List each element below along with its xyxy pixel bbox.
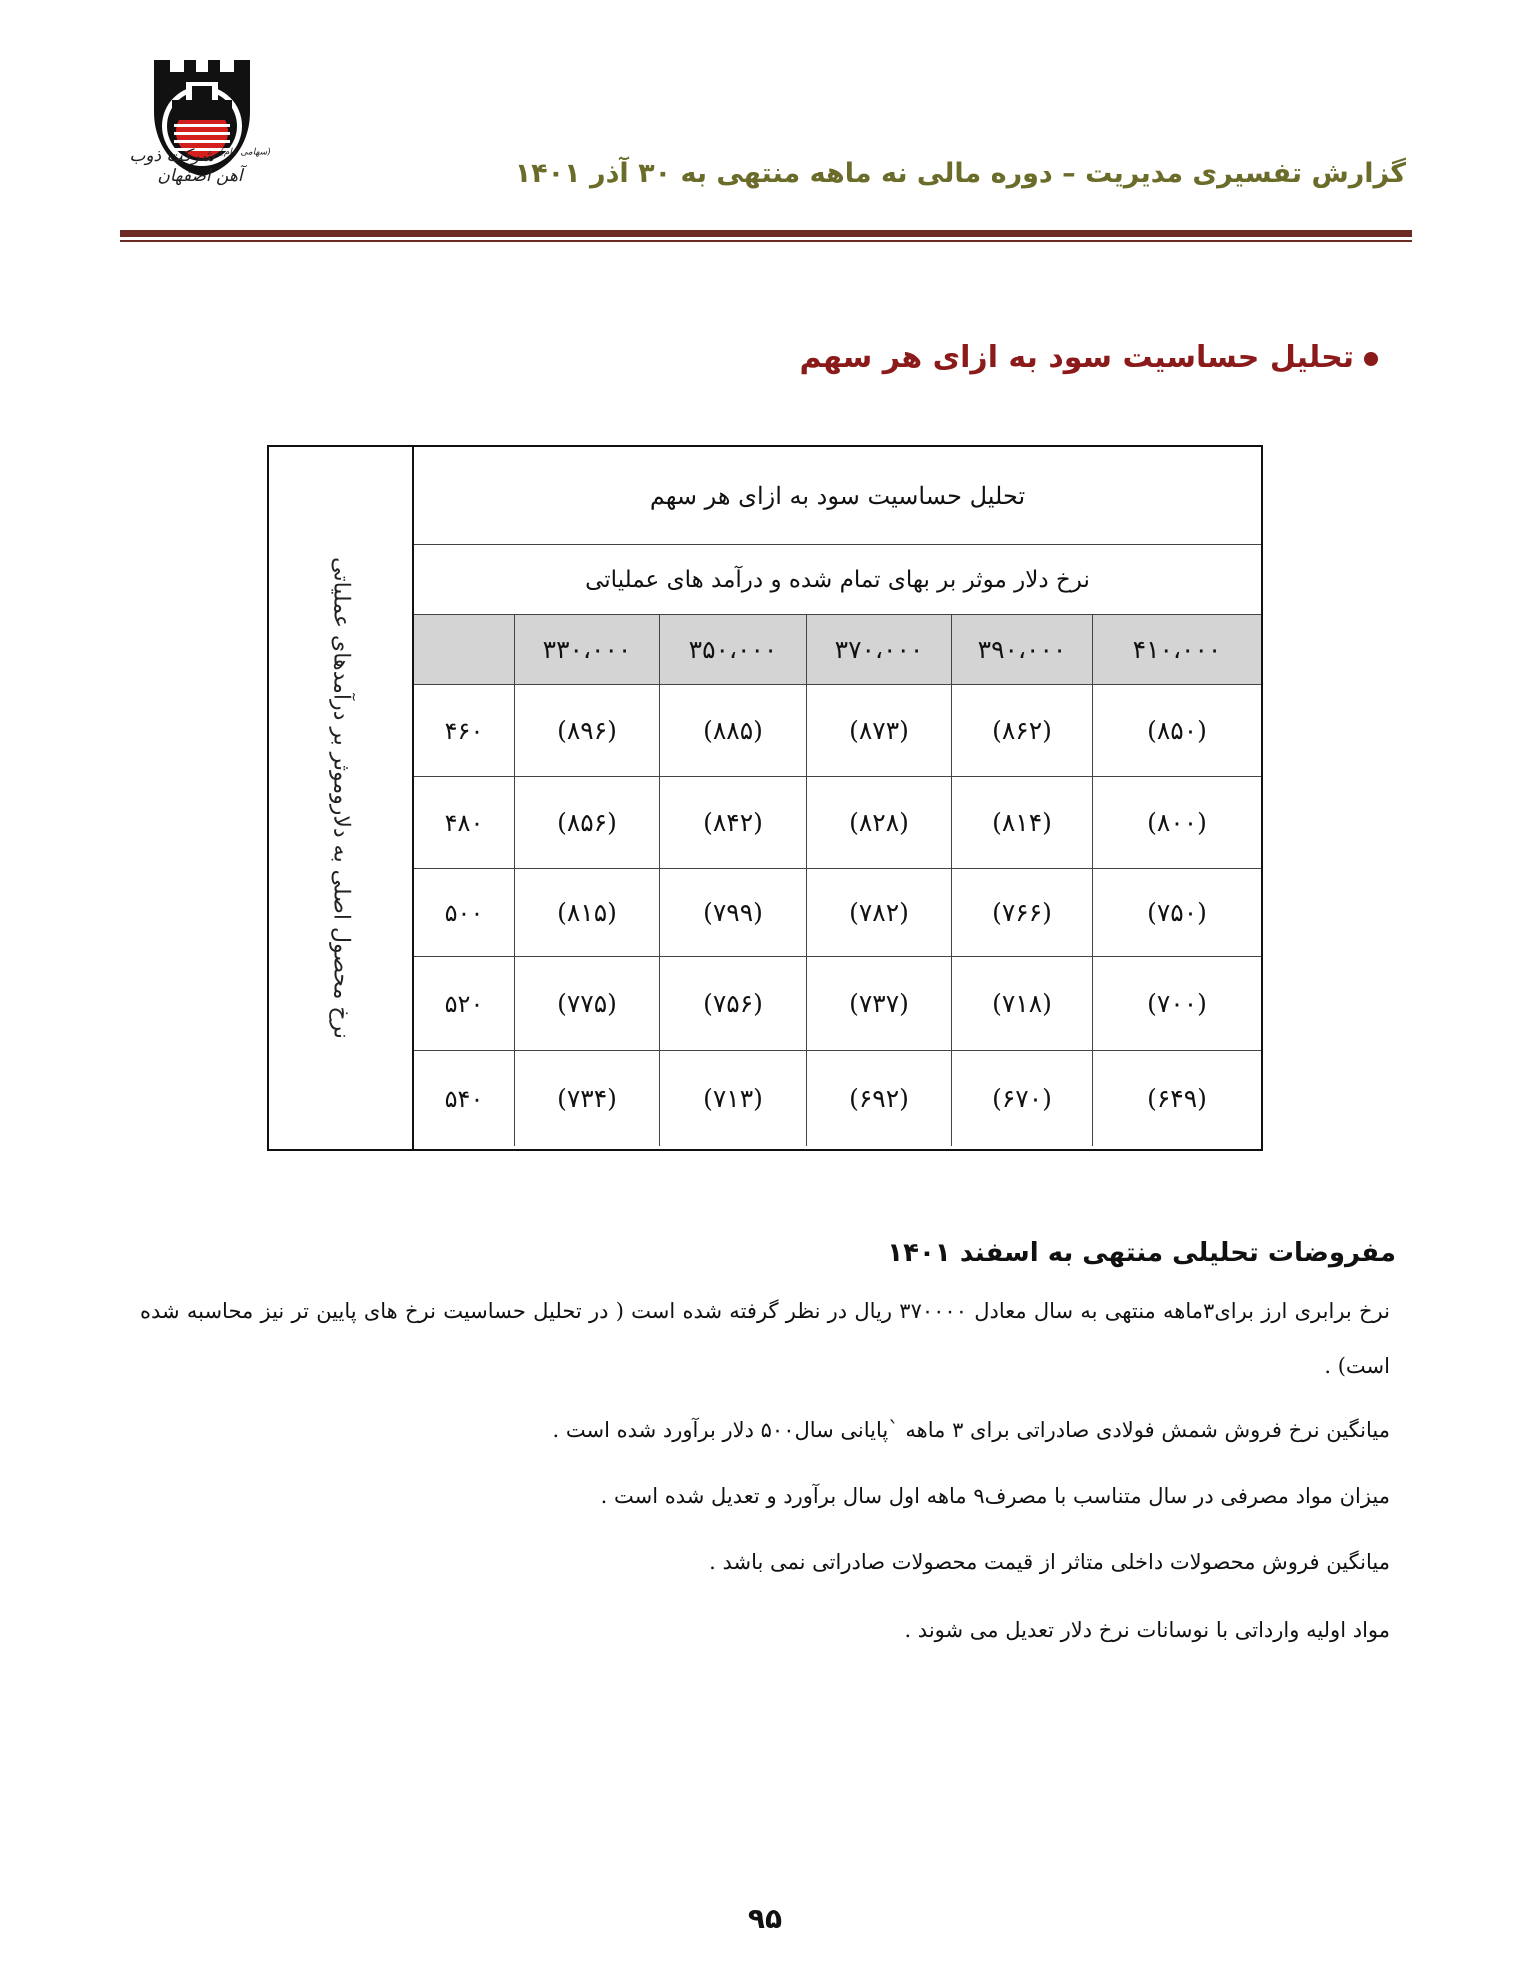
table-cell: (۷۳۴) (514, 1051, 659, 1146)
side-label-cell (269, 447, 414, 1149)
table-cell: (۷۱۸) (951, 957, 1092, 1051)
table-cell: (۶۷۰) (951, 1051, 1092, 1146)
column-header: ۳۷۰،۰۰۰ (806, 615, 951, 685)
table-cell: (۸۷۳) (806, 685, 951, 777)
table-cell: (۶۴۹) (1092, 1051, 1261, 1146)
row-label: ۴۸۰ (414, 777, 514, 869)
assumptions-heading: مفروضات تحلیلی منتهی به اسفند ۱۴۰۱ (887, 1238, 1396, 1268)
assumption-item: میانگین نرخ فروش شمش فولادی صادراتی برای ۳ ماهه `پایانی سال۵۰۰ دلار برآورد شده است . (552, 1418, 1390, 1442)
table-subtitle: نرخ دلار موثر بر بهای تمام شده و درآمد های عملیاتی (414, 545, 1261, 615)
table-cell: (۷۳۷) (806, 957, 951, 1051)
table-cell: (۸۴۲) (659, 777, 806, 869)
table-cell: (۸۶۲) (951, 685, 1092, 777)
row-label: ۵۰۰ (414, 869, 514, 957)
column-header: ۳۳۰،۰۰۰ (514, 615, 659, 685)
column-header: ۳۹۰،۰۰۰ (951, 615, 1092, 685)
assumption-item: میانگین فروش محصولات داخلی متاثر از قیمت محصولات صادراتی نمی باشد . (709, 1550, 1390, 1574)
table-cell: (۶۹۲) (806, 1051, 951, 1146)
table-grid (414, 615, 1261, 1146)
table-corner-cell (414, 615, 514, 685)
assumption-item: مواد اولیه وارداتی با نوسانات نرخ دلار تعدیل می شوند . (904, 1618, 1390, 1642)
column-header: ۳۵۰،۰۰۰ (659, 615, 806, 685)
table-cell: (۷۰۰) (1092, 957, 1261, 1051)
table-body (414, 447, 1261, 1149)
table-cell: (۸۵۶) (514, 777, 659, 869)
side-axis-label: نرخ محصول اصلی به دلاروموثر بر درآمدهای عملیاتی (328, 557, 353, 1039)
section-heading-text: تحلیل حساسیت سود به ازای هر سهم (799, 340, 1354, 375)
table-cell: (۷۸۲) (806, 869, 951, 957)
table-cell: (۷۶۶) (951, 869, 1092, 957)
table-cell: (۸۰۰) (1092, 777, 1261, 869)
row-label: ۵۲۰ (414, 957, 514, 1051)
header-rule (120, 230, 1412, 242)
table-cell: (۸۱۴) (951, 777, 1092, 869)
table-cell: (۸۱۵) (514, 869, 659, 957)
table-cell: (۷۱۳) (659, 1051, 806, 1146)
table-cell: (۸۸۵) (659, 685, 806, 777)
table-cell: (۷۷۵) (514, 957, 659, 1051)
company-name (120, 146, 280, 186)
assumption-item: نرخ برابری ارز برای۳ماهه منتهی به سال معادل ۳۷۰۰۰۰ ریال در نظر گرفته شده است ( در تحلیل حساسیت نرخ های پایین تر نیز محاسبه شده است) . (140, 1299, 1390, 1378)
page-number: ۹۵ (747, 1902, 783, 1935)
table-cell: (۸۵۰) (1092, 685, 1261, 777)
company-name-text: شرکت ذوب آهن اصفهان (129, 146, 243, 186)
table-title: تحلیل حساسیت سود به ازای هر سهم (414, 447, 1261, 545)
column-header: ۴۱۰،۰۰۰ (1092, 615, 1261, 685)
table-cell: (۷۹۹) (659, 869, 806, 957)
row-label: ۴۶۰ (414, 685, 514, 777)
table-cell: (۸۹۶) (514, 685, 659, 777)
section-heading (799, 340, 1378, 375)
table-cell: (۷۵۰) (1092, 869, 1261, 957)
assumption-item: میزان مواد مصرفی در سال متناسب با مصرف۹ ماهه اول سال برآورد و تعدیل شده است . (600, 1484, 1390, 1508)
table-cell: (۷۵۶) (659, 957, 806, 1051)
table-cell: (۸۲۸) (806, 777, 951, 869)
row-label: ۵۴۰ (444, 1084, 484, 1113)
bullet-icon (1364, 352, 1378, 366)
sensitivity-table (267, 445, 1263, 1151)
company-sub: (سهامی عام) (220, 147, 271, 158)
report-title: گزارش تفسیری مدیریت – دوره مالی نه ماهه منتهی به ۳۰ آذر ۱۴۰۱ (514, 158, 1406, 189)
